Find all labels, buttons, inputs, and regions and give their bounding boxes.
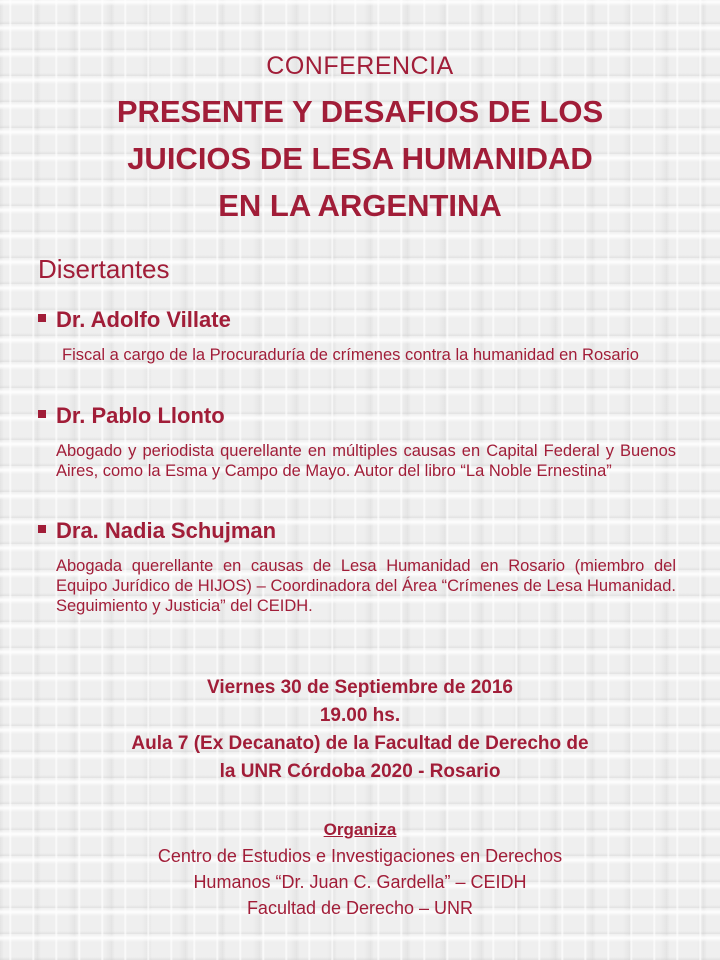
square-bullet-icon: [38, 525, 46, 533]
event-date: Viernes 30 de Septiembre de 2016: [207, 677, 513, 698]
conference-label: CONFERENCIA: [266, 52, 454, 80]
title-line: EN LA ARGENTINA: [218, 188, 502, 223]
organizer-line: Centro de Estudios e Investigaciones en Derechos: [157, 846, 563, 866]
speaker-description: Abogado y periodista querellante en múltiples causas en Capital Federal y Buenos Aires, como la Esma y Campo de Mayo. Autor del libro “La Noble Ernestina”: [56, 442, 676, 480]
speaker-description: Fiscal a cargo de la Procuraduría de crímenes contra la humanidad en Rosario: [62, 346, 639, 364]
title-line: PRESENTE Y DESAFIOS DE LOS: [116, 94, 604, 129]
speaker-name: [38, 307, 231, 333]
speaker-name-text: Dr. Pablo Llonto: [56, 403, 225, 428]
event-venue: Aula 7 (Ex Decanato) de la Facultad de Derecho de: [131, 733, 589, 754]
conference-title: [0, 88, 720, 229]
speakers-heading: Disertantes: [38, 254, 170, 284]
event-details: [0, 674, 720, 786]
organizer-lines: [0, 843, 720, 921]
speaker-name: [38, 518, 276, 544]
event-time: 19.00 hs.: [319, 705, 401, 726]
organizer-heading: Organiza: [323, 820, 397, 839]
speaker-name-text: Dra. Nadia Schujman: [56, 518, 277, 543]
organizer-line: Humanos “Dr. Juan C. Gardella” – CEIDH: [193, 872, 527, 892]
square-bullet-icon: [38, 410, 46, 418]
square-bullet-icon: [38, 314, 46, 322]
speaker-name: [38, 403, 225, 429]
event-venue: la UNR Córdoba 2020 - Rosario: [219, 761, 501, 782]
speaker-name-text: Dr. Adolfo Villate: [56, 307, 231, 332]
organizer-line: Facultad de Derecho – UNR: [246, 898, 474, 918]
title-line: JUICIOS DE LESA HUMANIDAD: [127, 141, 593, 176]
speaker-description: Abogada querellante en causas de Lesa Humanidad en Rosario (miembro del Equipo Jurídico de HIJOS) – Coordinadora del Área “Crímenes de Lesa Humanidad. Seguimiento y Justicia” del CEIDH.: [56, 557, 676, 615]
